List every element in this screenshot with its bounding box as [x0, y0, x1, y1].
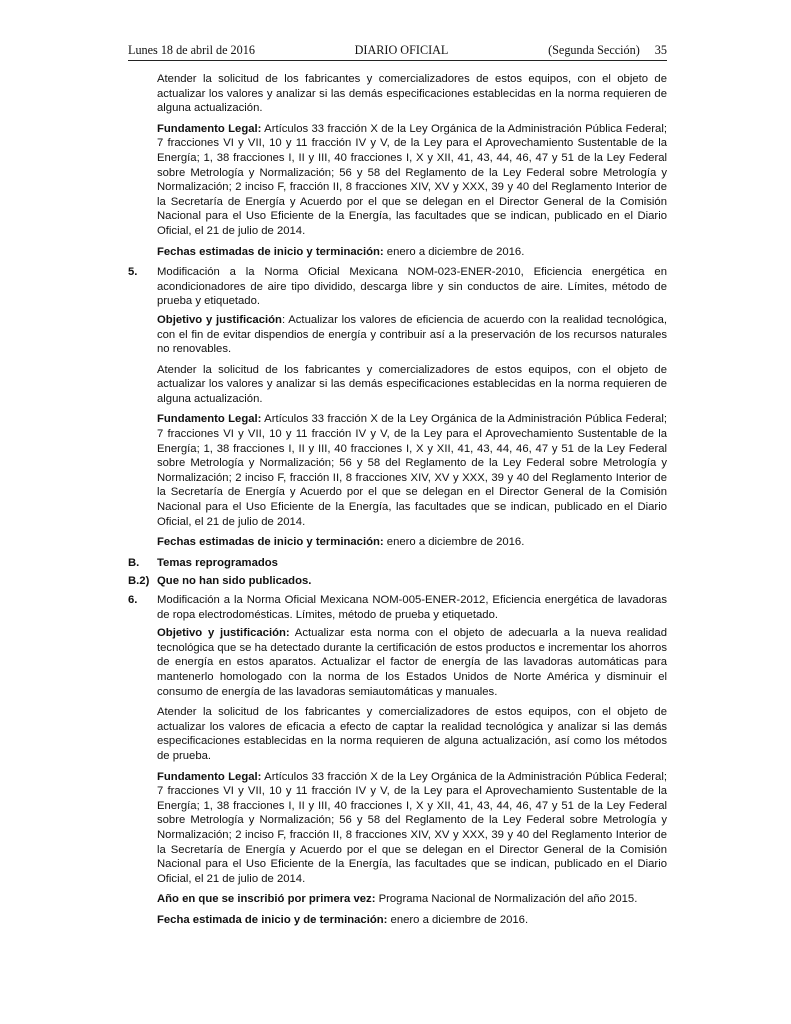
paragraph: [157, 705, 667, 763]
item-text: Modificación a la Norma Oficial Mexicana NOM-005-ENER-2012, Eficiencia energética de lavadoras de ropa electrodomésticas. Límites, método de prueba y etiquetado.: [157, 594, 667, 621]
heading-text: Que no han sido publicados.: [157, 575, 312, 588]
paragraph-text: enero a diciembre de 2016.: [387, 913, 529, 926]
paragraph: [157, 535, 667, 550]
paragraph-label: Fecha estimada de inicio y de terminación:: [157, 913, 388, 926]
paragraph: [157, 363, 667, 407]
paragraph-text: Programa Nacional de Normalización del año 2015.: [375, 893, 638, 906]
header-rule: [128, 60, 667, 61]
section-heading: [128, 574, 667, 589]
paragraph-label: Objetivo y justificación: [157, 313, 282, 326]
paragraph-label: Fundamento Legal:: [157, 413, 262, 426]
paragraph: [157, 72, 667, 116]
item-number: 5.: [128, 266, 138, 279]
paragraph-text: Actualizar esta norma con el objeto de adecuarla a la nueva realidad tecnológica que se ha detectado durante la certificación de estos productos e incrementar los ahorros de energía en estos aparatos. Actualizar el factor de energía de las lavadoras automáticas para mantenerlo homologado con la norma de los Estados Unidos de Norte América y disminuir el consumo de energía de las lavadoras semiautomáticas y manuales.: [157, 627, 667, 698]
item-text: Modificación a la Norma Oficial Mexicana NOM-023-ENER-2010, Eficiencia energética en acondicionadores de aire tipo dividido, descarga libre y sin conductos de aire. Límites, método de prueba y etiquetado.: [157, 266, 667, 308]
header-right: [548, 43, 667, 58]
paragraph: [157, 892, 667, 907]
page-header: [128, 43, 667, 59]
paragraph-text: Artículos 33 fracción X de la Ley Orgánica de la Administración Pública Federal; 7 fracciones VI y VII, 10 y 11 fracción IV y V, de la Ley para el Aprovechamiento Sustentable de la Energía; 1, 38 fracciones I, II y III, 40 fracciones I, X y XII, 41, 43, 44, 46, 47 y 51 de la Ley Federal sobre Metrología y Normalización; 56 y 58 del Reglamento de la Ley Federal sobre Metrología y Normalización; 2 inciso F, fracción II, 8 fracciones XIV, XV y XXX, 39 y 40 del Reglamento Interior de la Secretaría de Energía y Acuerdo por el que se delegan en el Director General de la Comisión Nacional para el Uso Eficiente de la Energía, las facultades que se indican, publicado en el Diario Oficial, el 21 de julio de 2014.: [157, 413, 667, 528]
paragraph-label: Fundamento Legal:: [157, 770, 262, 783]
header-section: (Segunda Sección): [548, 43, 640, 57]
paragraph: [157, 626, 667, 699]
paragraph: [157, 412, 667, 529]
item-number: 6.: [128, 594, 138, 606]
paragraph: [157, 245, 667, 260]
numbered-item: [128, 593, 667, 622]
paragraph-text: Atender la solicitud de los fabricantes y comercializadores de estos equipos, con el objeto de actualizar los valores y analizar si las demás especificaciones establecidas en la norma requieren de alguna actualización.: [157, 363, 667, 405]
paragraph-text: enero a diciembre de 2016.: [383, 245, 525, 258]
paragraph: [157, 122, 667, 239]
paragraph-text: Atender la solicitud de los fabricantes y comercializadores de estos equipos, con el objeto de actualizar los valores y analizar si las demás especificaciones establecidas en la norma requieren de alguna actualización.: [157, 73, 667, 115]
paragraph-label: Fechas estimadas de inicio y terminación:: [157, 536, 384, 549]
numbered-item: [128, 265, 667, 309]
paragraph-text: enero a diciembre de 2016.: [383, 536, 525, 549]
heading-number: B.2): [128, 575, 150, 588]
paragraph-label: Año en que se inscribió por primera vez:: [157, 893, 376, 906]
paragraph-text: : Actualizar los valores de eficiencia de acuerdo con la realidad tecnológica, con el fin de evitar dispendios de energía y contribuir así a la preservación de los recursos naturales no renovables.: [157, 313, 668, 356]
section-heading: [128, 556, 667, 571]
header-page-number: 35: [654, 43, 667, 57]
paragraph: [157, 770, 667, 887]
paragraph-label: Objetivo y justificación:: [157, 627, 290, 640]
paragraph-text: Artículos 33 fracción X de la Ley Orgánica de la Administración Pública Federal; 7 fracciones VI y VII, 10 y 11 fracción IV y V, de la Ley para el Aprovechamiento Sustentable de la Energía; 1, 38 fracciones I, II y III, 40 fracciones I, X y XII, 41, 43, 44, 46, 47 y 51 de la Ley Federal sobre Metrología y Normalización; 56 y 58 del Reglamento de la Ley Federal sobre Metrología y Normalización; 2 inciso F, fracción II, 8 fracciones XIV, XV y XXX, 39 y 40 del Reglamento Interior de la Secretaría de Energía y Acuerdo por el que se delegan en el Director General de la Comisión Nacional para el Uso Eficiente de la Energía, las facultades que se indican, publicado en el Diario Oficial, el 21 de julio de 2014.: [157, 770, 667, 885]
heading-text: Temas reprogramados: [157, 556, 278, 569]
paragraph-label: Fechas estimadas de inicio y terminación:: [157, 245, 384, 258]
paragraph-text: Atender la solicitud de los fabricantes y comercializadores de estos equipos, con el objeto de actualizar los valores de eficacia a efecto de captar la realidad tecnológica y analizar si las demás especificaciones establecidas en la norma requieren de alguna actualización, así como los métodos de prueba.: [157, 706, 667, 762]
header-publication: DIARIO OFICIAL: [354, 43, 449, 57]
paragraph-label: Fundamento Legal:: [157, 122, 262, 135]
heading-number: B.: [128, 556, 140, 569]
document-body: [128, 72, 667, 933]
paragraph-text: Artículos 33 fracción X de la Ley Orgánica de la Administración Pública Federal; 7 fracciones VI y VII, 10 y 11 fracción IV y V, de la Ley para el Aprovechamiento Sustentable de la Energía; 1, 38 fracciones I, II y III, 40 fracciones I, X y XII, 41, 43, 44, 46, 47 y 51 de la Ley Federal sobre Metrología y Normalización; 56 y 58 del Reglamento de la Ley Federal sobre Metrología y Normalización; 2 inciso F, fracción II, 8 fracciones XIV, XV y XXX, 39 y 40 del Reglamento Interior de la Secretaría de Energía y Acuerdo por el que se delegan en el Director General de la Comisión Nacional para el Uso Eficiente de la Energía, las facultades que se indican, publicado en el Diario Oficial, el 21 de julio de 2014.: [157, 122, 667, 237]
paragraph: [157, 313, 667, 357]
paragraph: [157, 913, 667, 928]
header-date: Lunes 18 de abril de 2016: [128, 43, 255, 57]
